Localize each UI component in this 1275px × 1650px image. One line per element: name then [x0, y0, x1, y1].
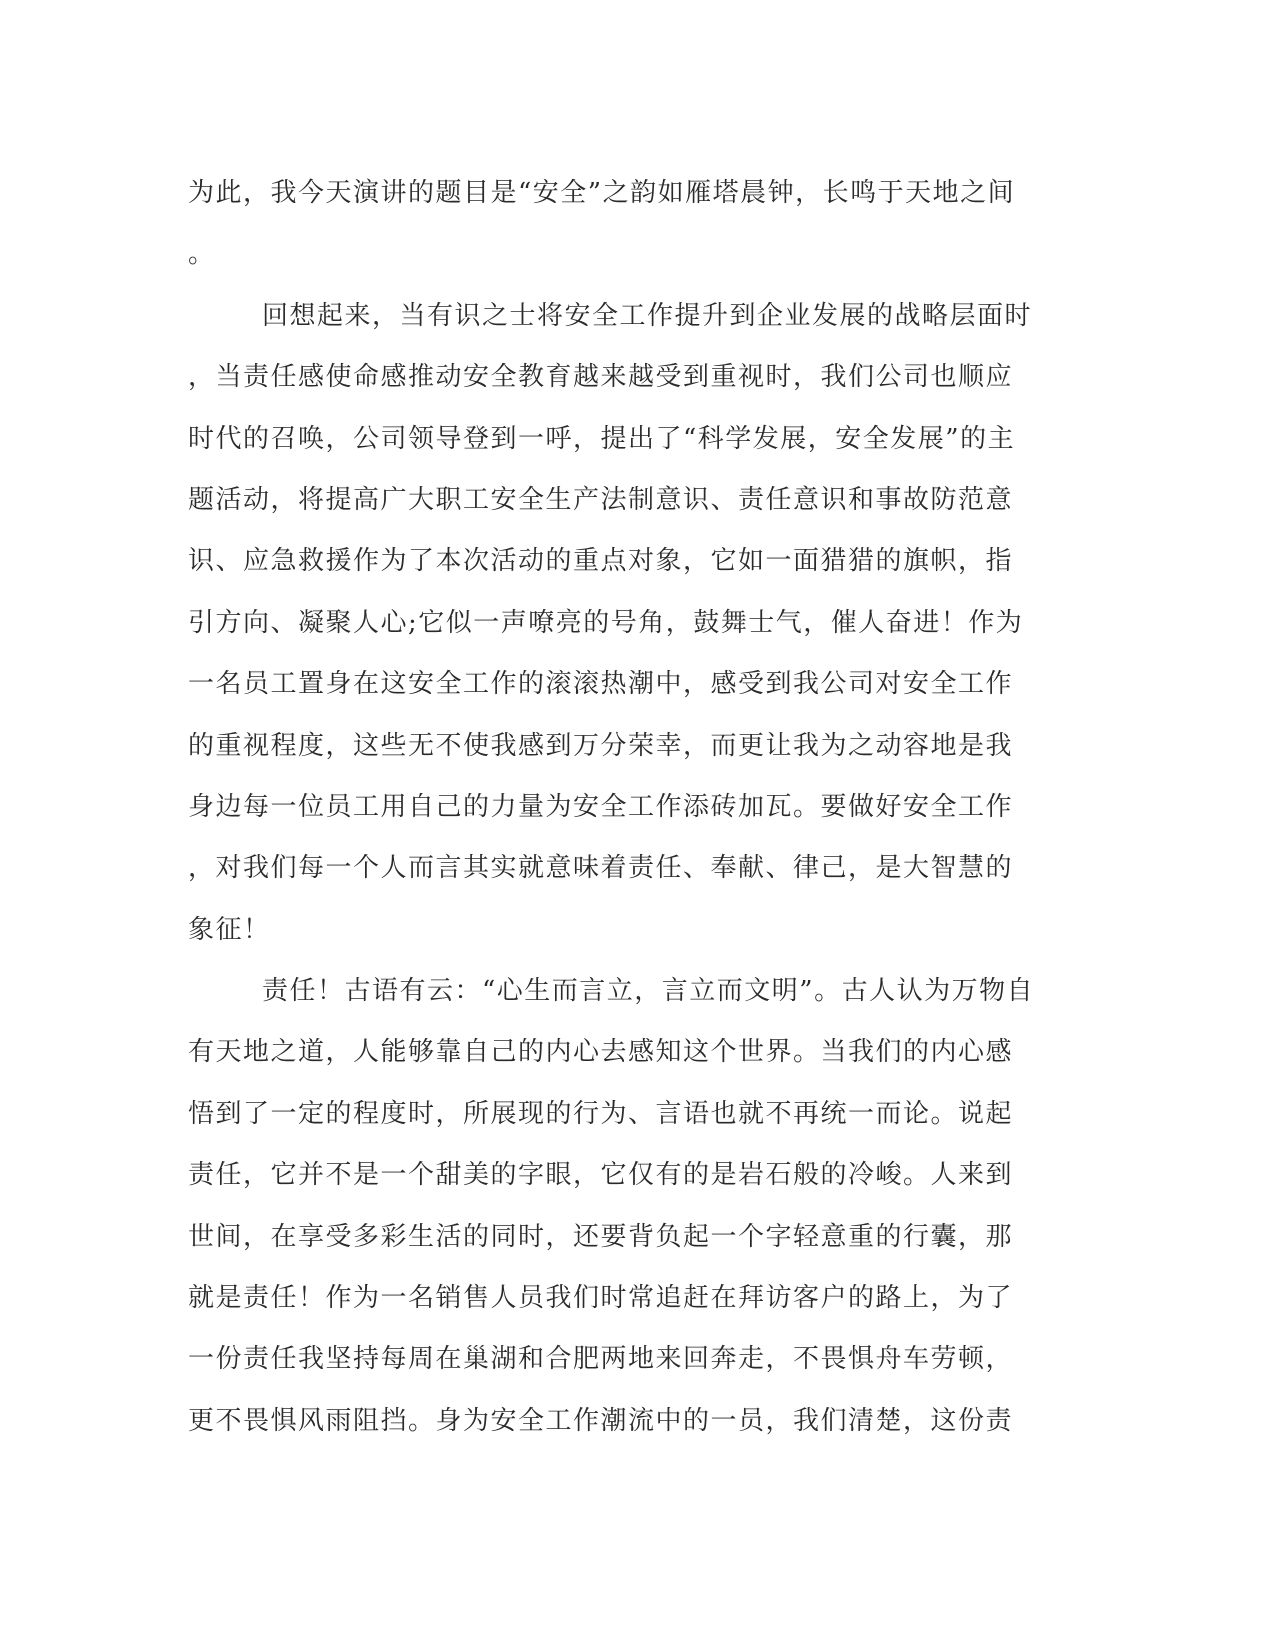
text-line: 世间，在享受多彩生活的同时，还要背负起一个字轻意重的行囊，那	[188, 1221, 1014, 1252]
text-line: 时代的召唤，公司领导登到一呼，提出了“科学发展，安全发展”的主	[188, 423, 1016, 454]
text-line: 为此，我今天演讲的题目是“安全”之韵如雁塔晨钟，长鸣于天地之间	[188, 178, 1016, 208]
text-line: 更不畏惧风雨阻挡。身为安全工作潮流中的一员，我们清楚，这份责	[188, 1405, 1014, 1436]
text-line: 的重视程度，这些无不使我感到万分荣幸，而更让我为之动容地是我	[188, 730, 1014, 761]
paragraph-first-line: 回想起来，当有识之士将安全工作提升到企业发展的战略层面时	[262, 300, 1033, 331]
text-line: 一份责任我坚持每周在巢湖和合肥两地来回奔走，不畏惧舟车劳顿，	[188, 1344, 1014, 1375]
text-line: 识、应急救援作为了本次活动的重点对象，它如一面猎猎的旗帜，指	[188, 546, 1014, 577]
text-line: 引方向、凝聚人心;它似一声嘹亮的号角，鼓舞士气，催人奋进！作为	[188, 607, 1024, 638]
text-line: 身边每一位员工用自己的力量为安全工作添砖加瓦。要做好安全工作	[188, 791, 1014, 822]
text-line: 责任，它并不是一个甜美的字眼，它仅有的是岩石般的冷峻。人来到	[188, 1160, 1014, 1191]
text-line: 一名员工置身在这安全工作的滚滚热潮中，感受到我公司对安全工作	[188, 669, 1014, 700]
text-line: 就是责任！作为一名销售人员我们时常追赶在拜访客户的路上，为了	[188, 1283, 1014, 1314]
text-line: 悟到了一定的程度时，所展现的行为、言语也就不再统一而论。说起	[188, 1098, 1014, 1129]
body-text	[188, 163, 1078, 1452]
text-line: 象征！	[188, 914, 271, 945]
text-line: ，当责任感使命感推动安全教育越来越受到重视时，我们公司也顺应	[188, 362, 1014, 393]
paragraph-first-line: 责任！古语有云：“心生而言立，言立而文明”。古人认为万物自	[262, 976, 1035, 1007]
text-line: 题活动，将提高广大职工安全生产法制意识、责任意识和事故防范意	[188, 484, 1014, 515]
text-line: 有天地之道，人能够靠自己的内心去感知这个世界。当我们的内心感	[188, 1037, 1014, 1068]
text-line: ，对我们每一个人而言其实就意味着责任、奉献、律己，是大智慧的	[188, 853, 1014, 884]
text-line: 。	[188, 239, 216, 270]
